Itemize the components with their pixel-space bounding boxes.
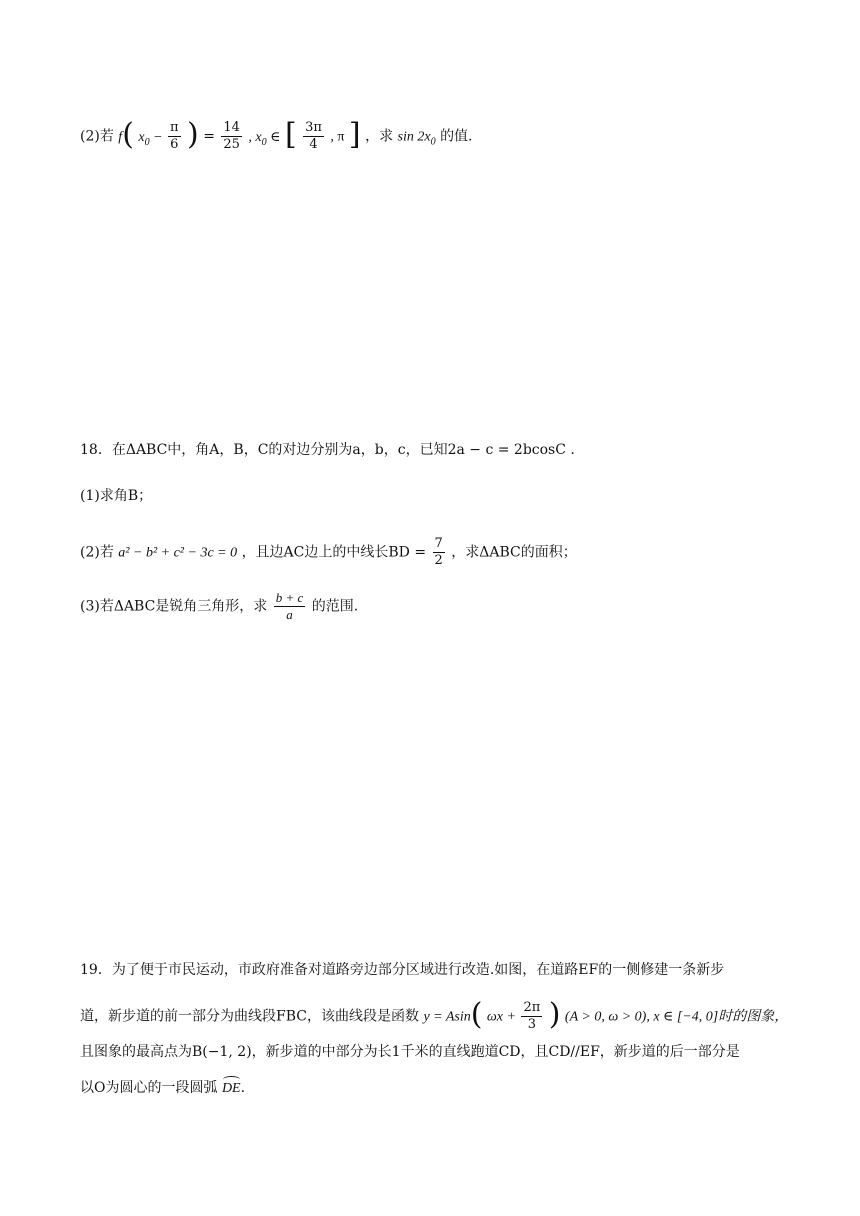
q18-part1 — [80, 486, 152, 506]
q19-line2-prefix: 道，新步道的前一部分为曲线段FBC，该曲线段是函数 — [80, 1008, 419, 1025]
q17-value-den: 25 — [223, 137, 240, 152]
q19-line1-text: 为了便于市民运动，市政府准备对道路旁边部分区域进行改造.如图，在道路EF的一侧修建一条新步 — [111, 962, 725, 978]
q18-part3-tail: 的范围. — [311, 598, 359, 615]
q17-end: 的值. — [440, 128, 473, 145]
q17-tail: ，求 — [365, 128, 394, 145]
q18-part2-eq: a² − b² + c² − 3c = 0 — [118, 545, 238, 561]
q19-line2 — [80, 996, 789, 1033]
q18-part2-prefix: (2)若 — [80, 544, 114, 561]
q17-value-fraction — [221, 120, 242, 153]
left-bracket: [ — [284, 116, 297, 152]
pi-end: , π — [330, 129, 345, 145]
q18-number: 18． — [80, 442, 112, 458]
right-bracket: ] — [348, 116, 361, 152]
q18-ratio-fraction — [274, 590, 306, 623]
pi-over-6: $\frac{\pi}{6}$ — [170, 120, 179, 152]
q18-bd-fraction — [433, 536, 445, 569]
left-paren: ( — [122, 116, 134, 152]
q18-part1-text: (1)求角B； — [80, 488, 153, 504]
three-pi-over-4: $\frac{3\pi}{4}$ — [305, 120, 322, 152]
q19-func: y = Asin — [423, 1009, 471, 1025]
q18-part3 — [80, 590, 358, 623]
q17-domain: , $x_0$ ∈ — [248, 129, 281, 148]
q19-line4-end: . — [240, 1080, 246, 1096]
q19-line3-text: 且图象的最高点为B(−1, 2)，新步道的中部分为长1千米的直线跑道CD，且CD//EF，新步道的后一部分是 — [80, 1044, 740, 1060]
func-left-paren: ( — [470, 996, 483, 1032]
equals: = — [203, 128, 215, 145]
q19-line4-prefix: 以O为圆心的一段圆弧 — [80, 1080, 218, 1096]
q18-part2-tail: ，求ΔABC的面积； — [451, 544, 577, 561]
q18-intro-text: 在ΔABC中，角A，B，C的对边分别为a，b，c，已知2a − c = 2bcosC . — [111, 442, 575, 458]
q17-value-num: 14 — [223, 120, 240, 135]
q18-part2 — [80, 536, 577, 569]
q18-intro — [80, 440, 575, 460]
q18-bd-den: 2 — [434, 553, 443, 568]
right-paren: ) — [187, 116, 199, 152]
q18-ratio-num: b + c — [275, 590, 304, 605]
q19-line1 — [80, 960, 780, 980]
q18-part3-prefix: (3)若ΔABC是锐角三角形，求 — [80, 598, 268, 615]
q19-line4 — [80, 1078, 245, 1099]
q19-arc-de: DE — [222, 1079, 241, 1099]
q17-part2-label: (2)若 — [80, 128, 114, 145]
two-pi-over-3: $\frac{2\pi}{3}$ — [523, 1000, 541, 1032]
q18-part2-mid: ，且边AC边上的中线长BD = — [241, 544, 427, 561]
q19-line3 — [80, 1042, 740, 1062]
q17-target: sin 2x — [397, 129, 431, 145]
q17-part2: (2)若 f( $x_0$ − $\frac{\pi}{6}$ ) = $\frac{14}{25}$ , $x_0$ ∈ [ $\frac{3\pi}{4}$ , π ] ，求 $\sin 2x_0$ 的值. — [80, 116, 473, 152]
q18-ratio-den: a — [286, 607, 293, 622]
q19-line2-tail: (A > 0, ω > 0), x ∈ [−4, 0]时的图象， — [564, 1009, 789, 1025]
q19-number: 19． — [80, 962, 112, 978]
q18-bd-num: 7 — [434, 536, 443, 551]
func-right-paren: ) — [548, 996, 561, 1032]
q17-arg: $x_0$ − — [138, 129, 167, 148]
q17-function: f — [118, 129, 123, 145]
q19-omega-x: ωx + — [486, 1009, 520, 1025]
